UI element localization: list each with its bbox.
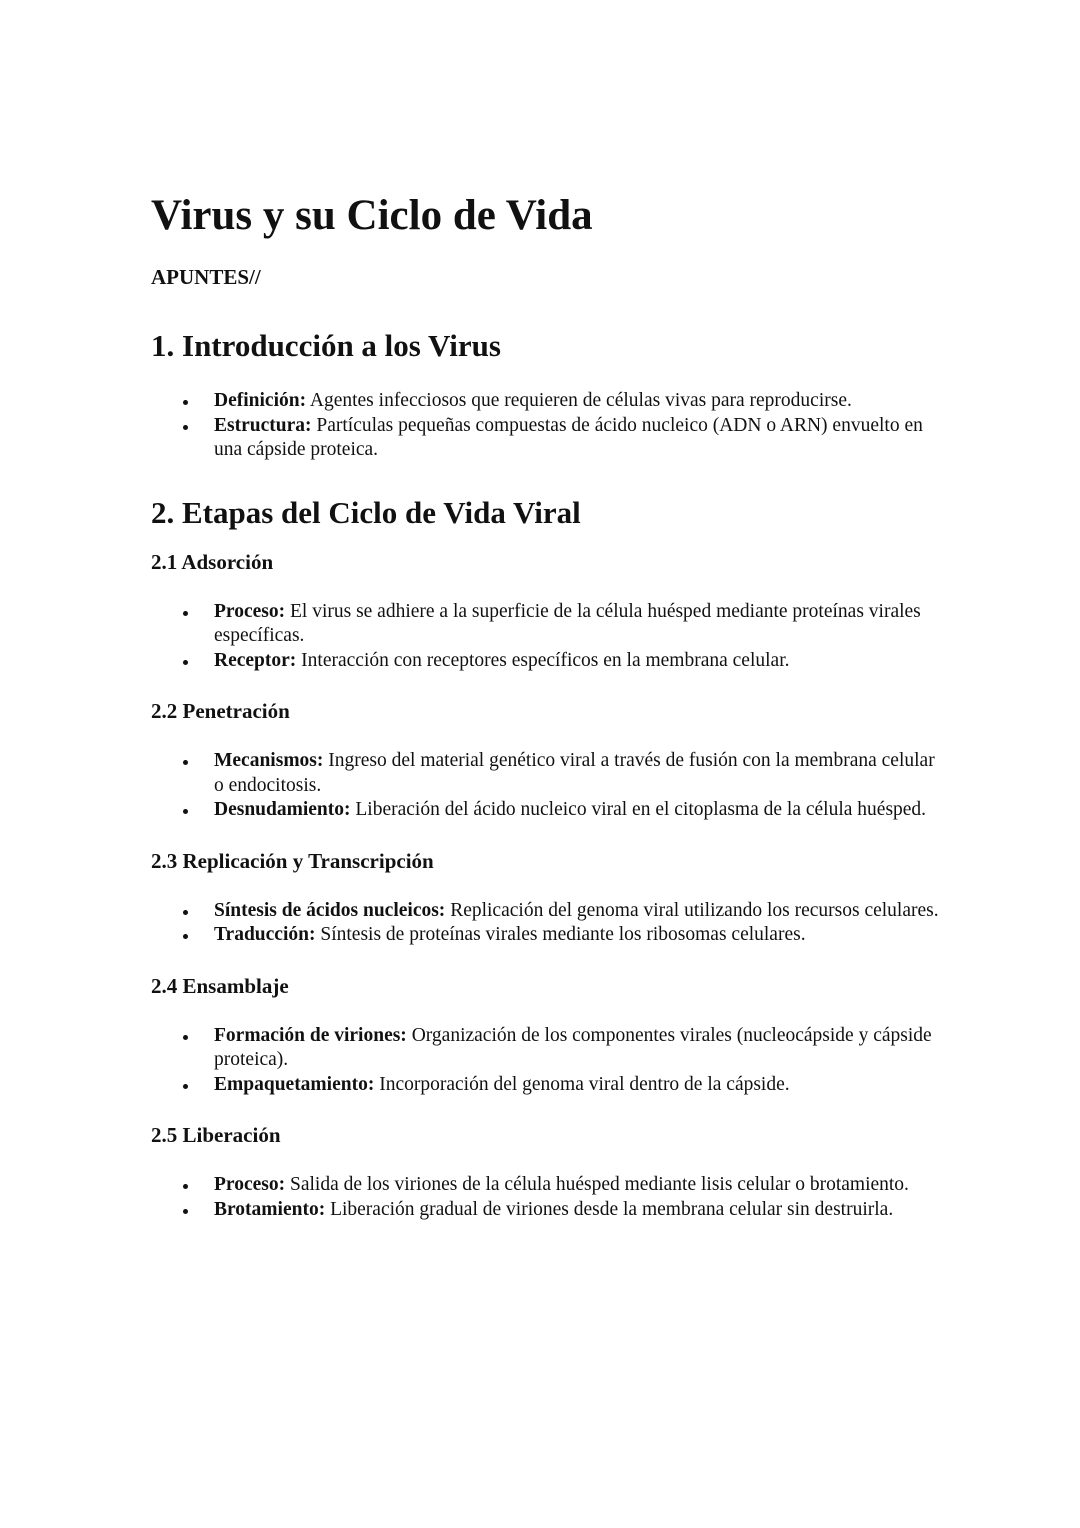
bullet-icon: [183, 1209, 188, 1214]
section-heading-introduccion: 1. Introducción a los Virus: [151, 328, 501, 363]
item-term: Proceso:: [214, 600, 286, 622]
item-text: Replicación del genoma viral utilizando los recursos celulares.: [445, 899, 939, 921]
list-item: [151, 1173, 941, 1198]
bullet-icon: [183, 1084, 188, 1089]
list-item: [151, 649, 941, 674]
ensamblaje-list: [151, 1024, 941, 1098]
item-text: Incorporación del genoma viral dentro de la cápside.: [374, 1073, 790, 1095]
bullet-icon: [183, 760, 188, 765]
item-term: Mecanismos:: [214, 750, 324, 771]
adsorcion-list: [151, 600, 941, 674]
subsection-heading-ensamblaje: 2.4 Ensamblaje: [151, 973, 289, 998]
introduccion-list: [151, 389, 941, 463]
bullet-icon: [183, 1035, 188, 1040]
item-term: Desnudamiento:: [214, 799, 351, 820]
item-term: Receptor:: [214, 649, 297, 671]
item-term: Proceso:: [214, 1174, 286, 1195]
document-title: Virus y su Ciclo de Vida: [151, 192, 593, 239]
bullet-icon: [183, 910, 188, 915]
item-term: Estructura:: [214, 414, 312, 436]
list-item: [151, 1073, 941, 1098]
item-term: Definición:: [214, 390, 307, 411]
document-page: [151, 190, 941, 1222]
item-term: Brotamiento:: [214, 1198, 326, 1220]
subsection-heading-adsorcion: 2.1 Adsorción: [151, 549, 274, 574]
item-text: Salida de los viriones de la célula huésped mediante lisis celular o brotamiento.: [285, 1174, 909, 1195]
list-item: [151, 798, 941, 823]
bullet-icon: [183, 660, 188, 665]
item-text: Liberación del ácido nucleico viral en el citoplasma de la célula huésped.: [350, 799, 927, 820]
bullet-icon: [183, 1184, 188, 1189]
list-item: [151, 899, 941, 924]
item-term: Síntesis de ácidos nucleicos:: [214, 899, 446, 921]
item-term: Traducción:: [214, 924, 316, 945]
item-text: Agentes infecciosos que requieren de células vivas para reproducirse.: [306, 390, 852, 411]
item-text: El virus se adhiere a la superficie de la célula huésped mediante proteínas virales específicas.: [214, 600, 921, 646]
bullet-icon: [183, 425, 188, 430]
item-text: Ingreso del material genético viral a través de fusión con la membrana celular o endocitosis.: [214, 750, 935, 796]
item-text: Síntesis de proteínas virales mediante los ribosomas celulares.: [315, 924, 806, 945]
item-text: Liberación gradual de viriones desde la membrana celular sin destruirla.: [325, 1198, 894, 1220]
list-item: [151, 389, 941, 414]
penetracion-list: [151, 749, 941, 823]
list-item: [151, 749, 941, 798]
item-term: Formación de viriones:: [214, 1024, 407, 1046]
item-text: Interacción con receptores específicos en la membrana celular.: [296, 649, 790, 671]
list-item: [151, 923, 941, 948]
item-text: Organización de los componentes virales (nucleocápside y cápside proteica).: [214, 1024, 932, 1070]
list-item: [151, 600, 941, 649]
item-text: Partículas pequeñas compuestas de ácido nucleico (ADN o ARN) envuelto en una cápside proteica.: [214, 414, 923, 460]
section-heading-etapas: 2. Etapas del Ciclo de Vida Viral: [151, 494, 581, 530]
liberacion-list: [151, 1173, 941, 1222]
bullet-icon: [183, 934, 188, 939]
subsection-heading-replicacion: 2.3 Replicación y Transcripción: [151, 848, 434, 873]
document-subtitle: APUNTES//: [151, 265, 261, 289]
subsection-heading-penetracion: 2.2 Penetración: [151, 699, 290, 723]
bullet-icon: [183, 400, 188, 405]
list-item: [151, 1198, 941, 1223]
list-item: [151, 1024, 941, 1073]
bullet-icon: [183, 809, 188, 814]
list-item: [151, 414, 941, 463]
item-term: Empaquetamiento:: [214, 1073, 375, 1095]
replicacion-list: [151, 899, 941, 948]
subsection-heading-liberacion: 2.5 Liberación: [151, 1123, 281, 1147]
bullet-icon: [183, 611, 188, 616]
